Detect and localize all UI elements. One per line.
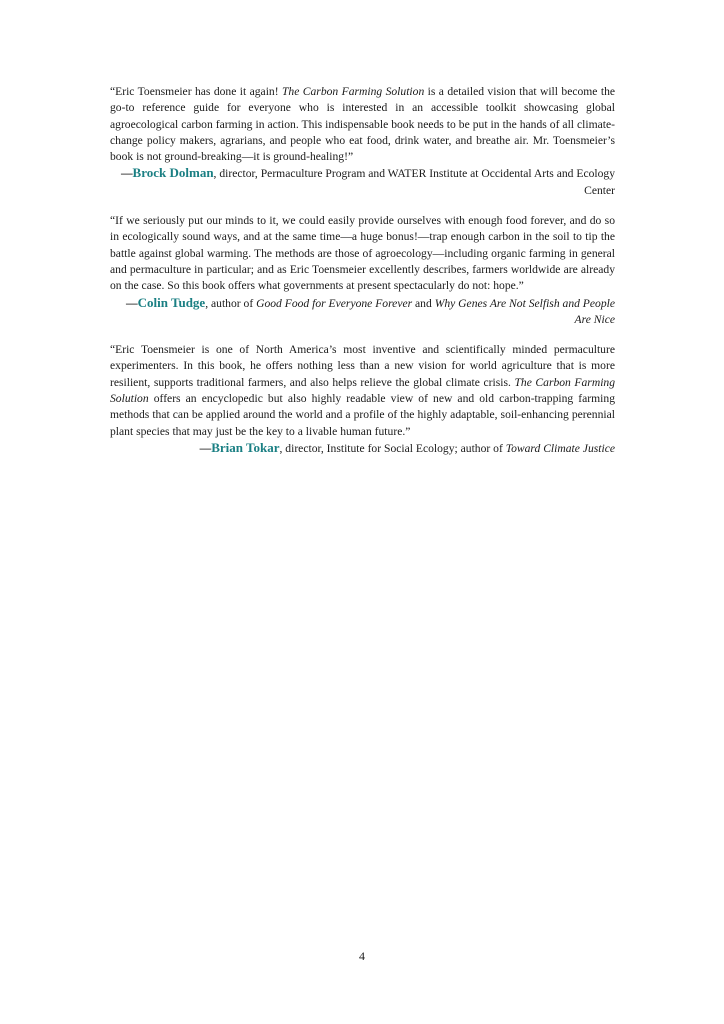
endorser-credit: , director, Institute for Social Ecology; author of bbox=[279, 441, 506, 455]
endorsement-quote: “If we seriously put our minds to it, we could easily provide ourselves with enough food forever, and do so in ecologically sound ways, and at the same time—a huge bonus!—trap enough carbon in the soil to tip the battle against global warming. The methods are those of agroecology—including organic farming in general and permaculture in particular; and as Eric Toensmeier excellently describes, farmers worldwide are already on the case. So this book offers what governments at present spectacularly do not: hope.” bbox=[110, 214, 615, 293]
endorser-name: Brock Dolman bbox=[132, 165, 214, 181]
endorsement-attribution: —Brock Dolman, director, Permaculture Program and WATER Institute at Occidental Arts and Ecology Center bbox=[120, 165, 615, 197]
endorsement-quote: “Eric Toensmeier is one of North America’s most inventive and scientifically minded permaculture experimenters. In this book, he offers nothing less than a new vision for world agriculture that is more resilient, supports traditional farmers, and also helps relieve the global climate crisis. The Carbon Farming Solution offers an encyclopedic but also highly readable view of new and old carbon-trapping farming methods that can be applied around the world and a profile of the highly adaptable, soil-enhancing perennial plant species that may just be the key to a livable human future.” bbox=[110, 343, 616, 438]
endorser-name: Colin Tudge bbox=[137, 294, 206, 310]
book-title: Good Food for Everyone Forever bbox=[256, 296, 413, 310]
endorsement-quote: “Eric Toensmeier has done it again! The Carbon Farming Solution is a detailed vision that will become the go-to reference guide for everyone who is interested in an accessible toolkit showcasing global agroecological carbon farming in action. This indispensable book needs to be put in the hands of all climate-change policy makers, agrarians, and people who eat food, drink water, and breathe air. Mr. Toensmeier’s book is not ground-breaking—it is ground-healing!” bbox=[110, 85, 616, 164]
endorser-credit: , director, Permaculture Program and WATER Institute at Occidental Arts and Ecology Center bbox=[213, 167, 615, 197]
endorsement-attribution: —Brian Tokar, director, Institute for Social Ecology; author of Toward Climate Justice bbox=[199, 439, 615, 455]
endorser-name: Brian Tokar bbox=[211, 439, 280, 455]
endorsement-brock-dolman bbox=[110, 84, 615, 199]
endorsement-colin-tudge bbox=[110, 213, 615, 328]
book-title: The Carbon Farming Solution bbox=[281, 85, 425, 98]
endorsements-page bbox=[110, 84, 615, 471]
endorsement-brian-tokar bbox=[110, 342, 615, 457]
endorser-credit: , author of bbox=[205, 296, 257, 310]
endorsement-attribution: —Colin Tudge, author of Good Food for Everyone Forever and Why Genes Are Not Selfish and People Are Nice bbox=[126, 294, 615, 326]
page-number: 4 bbox=[359, 949, 365, 963]
book-title: The Carbon Farming Solution bbox=[110, 375, 616, 406]
book-title: Toward Climate Justice bbox=[505, 441, 615, 455]
book-title: Why Genes Are Not Selfish and People Are Nice bbox=[434, 296, 615, 326]
